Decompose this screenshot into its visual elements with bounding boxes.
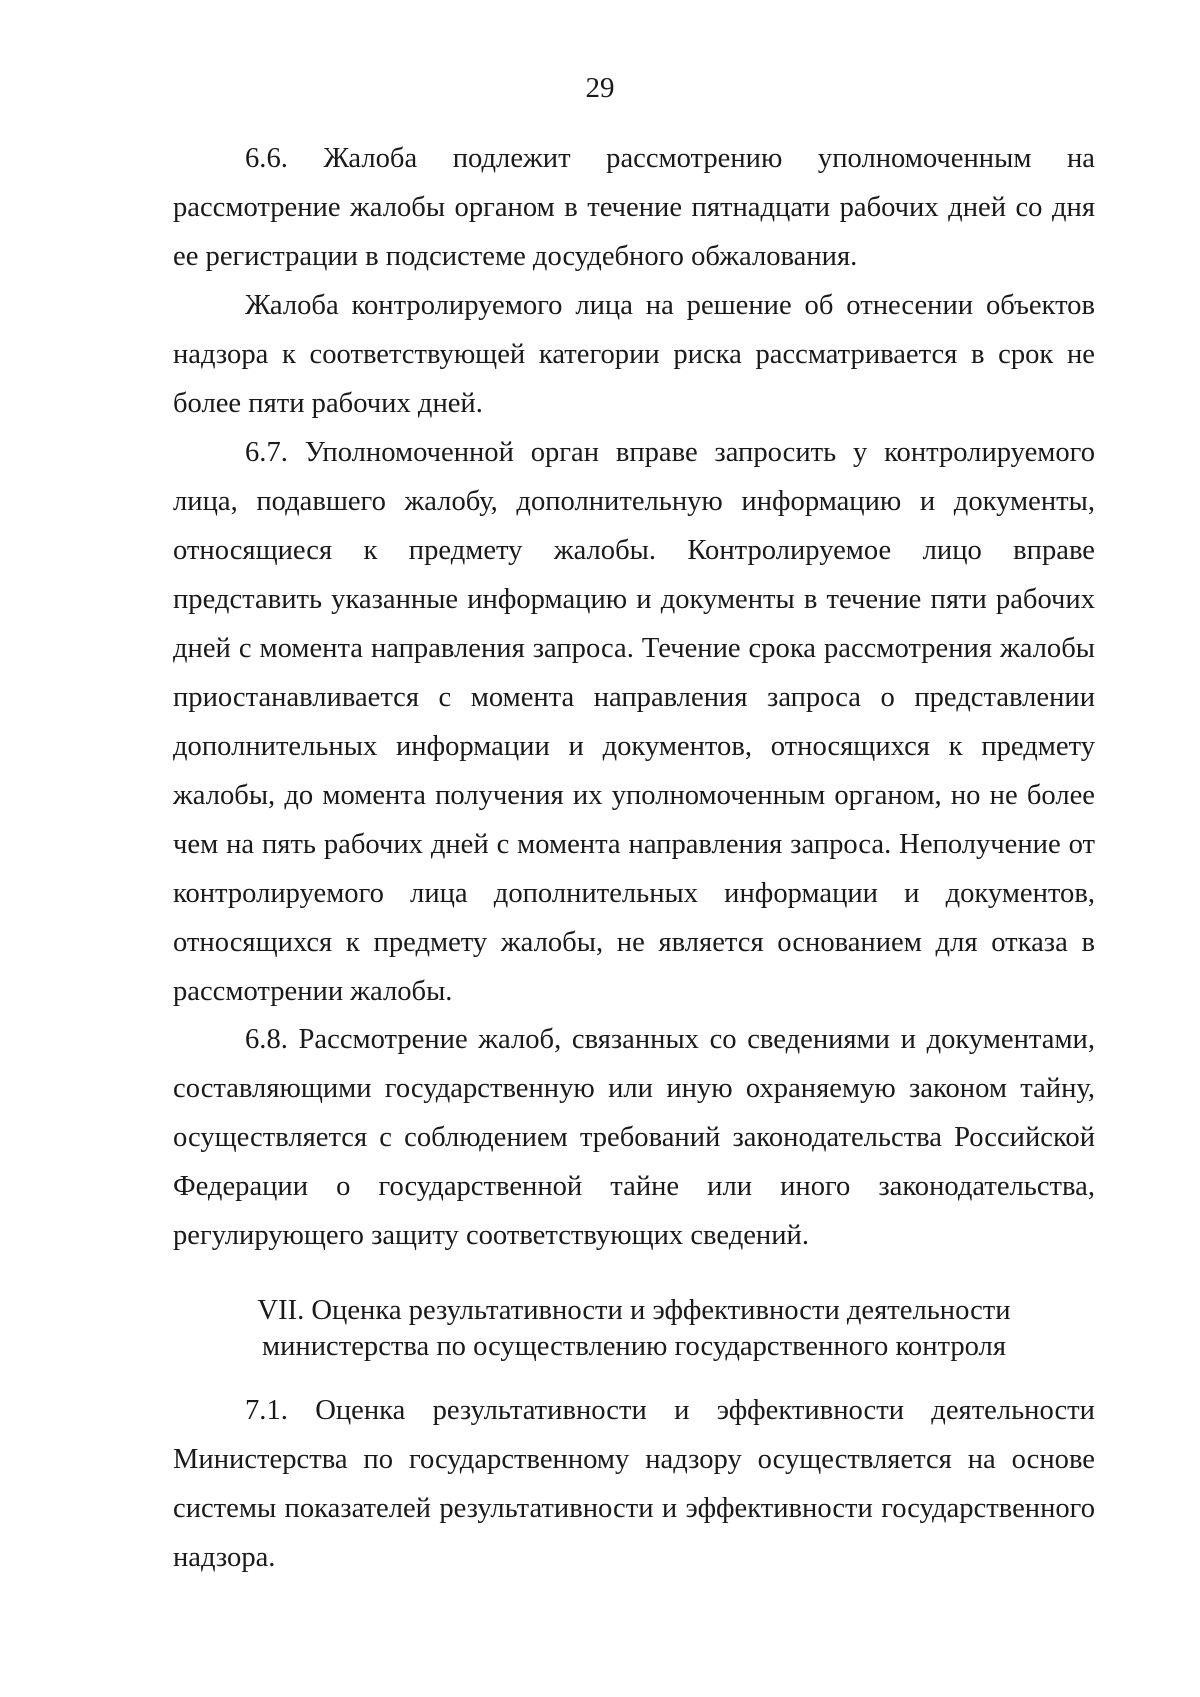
paragraph-text: 7.1. Оценка результативности и эффективности деятельности Министерства по государственному надзору осуществляется на основе системы показателей результативности и эффективности государственного надзора. [173,1395,1095,1573]
paragraph-6-6-continuation [173,281,1095,428]
section-heading-line-2: министерства по осуществлению государственного контроля [262,1331,1006,1362]
section-heading-vii [173,1293,1095,1365]
paragraph-6-6 [173,134,1095,281]
paragraph-text: Жалоба контролируемого лица на решение об отнесении объектов надзора к соответствующей категории риска рассматривается в срок не более пяти рабочих дней. [173,290,1095,419]
section-heading-line-1: VII. Оценка результативности и эффективности деятельности [257,1295,1011,1326]
page-number: 29 [585,72,615,104]
paragraph-text: 6.7. Уполномоченной орган вправе запросить у контролируемого лица, подавшего жалобу, дополнительную информацию и документы, относящиеся к предмету жалобы. Контролируемое лицо вправе представить указанные информацию и документы в течение пяти рабочих дней с момента направления запроса. Течение срока рассмотрения жалобы приостанавливается с момента направления запроса о представлении дополнительных информации и документов, относящихся к предмету жалобы, до момента получения их уполномоченным органом, но не более чем на пять рабочих дней с момента направления запроса. Неполучение от контролируемого лица дополнительных информации и документов, относящихся к предмету жалобы, не является основанием для отказа в рассмотрении жалобы. [173,437,1095,1007]
paragraph-6-8 [173,1015,1095,1260]
paragraph-text: 6.6. Жалоба подлежит рассмотрению уполномоченным на рассмотрение жалобы органом в течение пятнадцати рабочих дней со дня ее регистрации в подсистеме досудебного обжалования. [173,143,1095,272]
paragraph-6-7 [173,428,1095,1016]
paragraph-text: 6.8. Рассмотрение жалоб, связанных со сведениями и документами, составляющими государственную или иную охраняемую законом тайну, осуществляется с соблюдением требований законодательства Российской Федерации о государственной тайне или иного законодательства, регулирующего защиту соответствующих сведений. [173,1024,1095,1251]
paragraph-7-1 [173,1386,1095,1582]
